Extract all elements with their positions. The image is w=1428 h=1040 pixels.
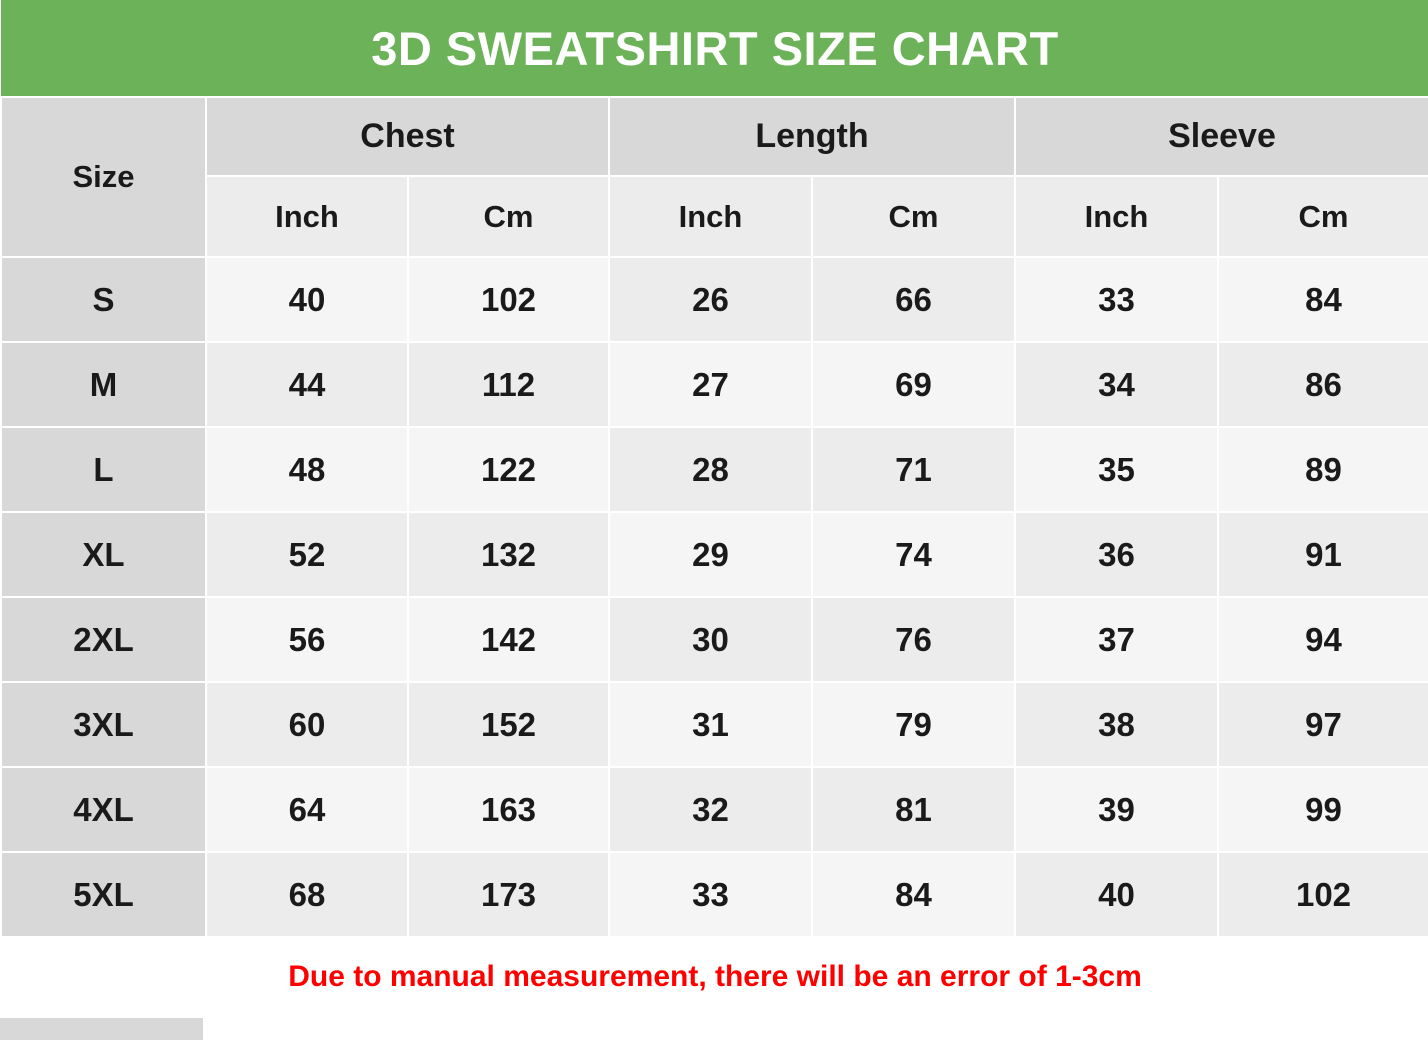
table-row	[1, 342, 1428, 427]
cell-chest-cm: 132	[408, 512, 609, 597]
footer-strip	[0, 1018, 1428, 1040]
cell-size: M	[1, 342, 206, 427]
cell-chest-cm: 163	[408, 767, 609, 852]
cell-length-cm: 69	[812, 342, 1015, 427]
table-row	[1, 257, 1428, 342]
cell-size: 5XL	[1, 852, 206, 937]
note-row	[1, 937, 1428, 1017]
cell-size: 2XL	[1, 597, 206, 682]
cell-chest-inch: 56	[206, 597, 408, 682]
table-row	[1, 852, 1428, 937]
cell-chest-cm: 142	[408, 597, 609, 682]
cell-sleeve-cm: 99	[1218, 767, 1428, 852]
cell-size: S	[1, 257, 206, 342]
footer-segment-2	[407, 1018, 608, 1040]
page-title: 3D SWEATSHIRT SIZE CHART	[1, 0, 1428, 97]
cell-sleeve-cm: 97	[1218, 682, 1428, 767]
cell-sleeve-cm: 86	[1218, 342, 1428, 427]
cell-length-cm: 74	[812, 512, 1015, 597]
cell-chest-cm: 122	[408, 427, 609, 512]
column-header-size: Size	[1, 97, 206, 257]
cell-length-cm: 79	[812, 682, 1015, 767]
column-header-length-inch: Inch	[609, 176, 812, 257]
group-header-row	[1, 97, 1428, 176]
cell-sleeve-cm: 89	[1218, 427, 1428, 512]
cell-chest-cm: 112	[408, 342, 609, 427]
cell-sleeve-inch: 39	[1015, 767, 1218, 852]
cell-length-cm: 84	[812, 852, 1015, 937]
cell-chest-inch: 44	[206, 342, 408, 427]
table-row	[1, 767, 1428, 852]
cell-chest-inch: 48	[206, 427, 408, 512]
cell-size: XL	[1, 512, 206, 597]
footer-segment-1	[205, 1018, 407, 1040]
cell-chest-cm: 152	[408, 682, 609, 767]
cell-sleeve-inch: 34	[1015, 342, 1218, 427]
cell-sleeve-cm: 84	[1218, 257, 1428, 342]
cell-length-cm: 66	[812, 257, 1015, 342]
cell-length-inch: 26	[609, 257, 812, 342]
cell-length-inch: 30	[609, 597, 812, 682]
cell-length-inch: 28	[609, 427, 812, 512]
cell-sleeve-inch: 37	[1015, 597, 1218, 682]
column-group-chest: Chest	[206, 97, 609, 176]
cell-length-inch: 29	[609, 512, 812, 597]
cell-sleeve-inch: 40	[1015, 852, 1218, 937]
footer-segment-size	[0, 1018, 205, 1040]
table-row	[1, 512, 1428, 597]
cell-chest-inch: 40	[206, 257, 408, 342]
cell-chest-cm: 173	[408, 852, 609, 937]
column-header-sleeve-cm: Cm	[1218, 176, 1428, 257]
cell-chest-inch: 64	[206, 767, 408, 852]
measurement-note: Due to manual measurement, there will be an error of 1-3cm	[1, 937, 1428, 1017]
cell-length-cm: 76	[812, 597, 1015, 682]
column-header-sleeve-inch: Inch	[1015, 176, 1218, 257]
cell-length-inch: 31	[609, 682, 812, 767]
footer-segment-6	[1217, 1018, 1428, 1040]
cell-sleeve-inch: 33	[1015, 257, 1218, 342]
cell-chest-inch: 52	[206, 512, 408, 597]
cell-length-cm: 81	[812, 767, 1015, 852]
footer-segment-3	[608, 1018, 811, 1040]
cell-chest-inch: 60	[206, 682, 408, 767]
title-row	[1, 0, 1428, 97]
cell-sleeve-inch: 38	[1015, 682, 1218, 767]
cell-sleeve-inch: 36	[1015, 512, 1218, 597]
table-row	[1, 682, 1428, 767]
cell-length-cm: 71	[812, 427, 1015, 512]
cell-length-inch: 27	[609, 342, 812, 427]
cell-sleeve-cm: 94	[1218, 597, 1428, 682]
cell-chest-inch: 68	[206, 852, 408, 937]
cell-length-inch: 33	[609, 852, 812, 937]
cell-sleeve-cm: 102	[1218, 852, 1428, 937]
cell-sleeve-cm: 91	[1218, 512, 1428, 597]
footer-segment-4	[811, 1018, 1014, 1040]
cell-chest-cm: 102	[408, 257, 609, 342]
column-group-sleeve: Sleeve	[1015, 97, 1428, 176]
column-header-chest-inch: Inch	[206, 176, 408, 257]
cell-size: L	[1, 427, 206, 512]
table-row	[1, 427, 1428, 512]
table-row	[1, 597, 1428, 682]
cell-size: 4XL	[1, 767, 206, 852]
cell-size: 3XL	[1, 682, 206, 767]
unit-header-row	[1, 176, 1428, 257]
column-group-length: Length	[609, 97, 1015, 176]
column-header-chest-cm: Cm	[408, 176, 609, 257]
cell-sleeve-inch: 35	[1015, 427, 1218, 512]
column-header-length-cm: Cm	[812, 176, 1015, 257]
cell-length-inch: 32	[609, 767, 812, 852]
footer-segment-5	[1014, 1018, 1217, 1040]
